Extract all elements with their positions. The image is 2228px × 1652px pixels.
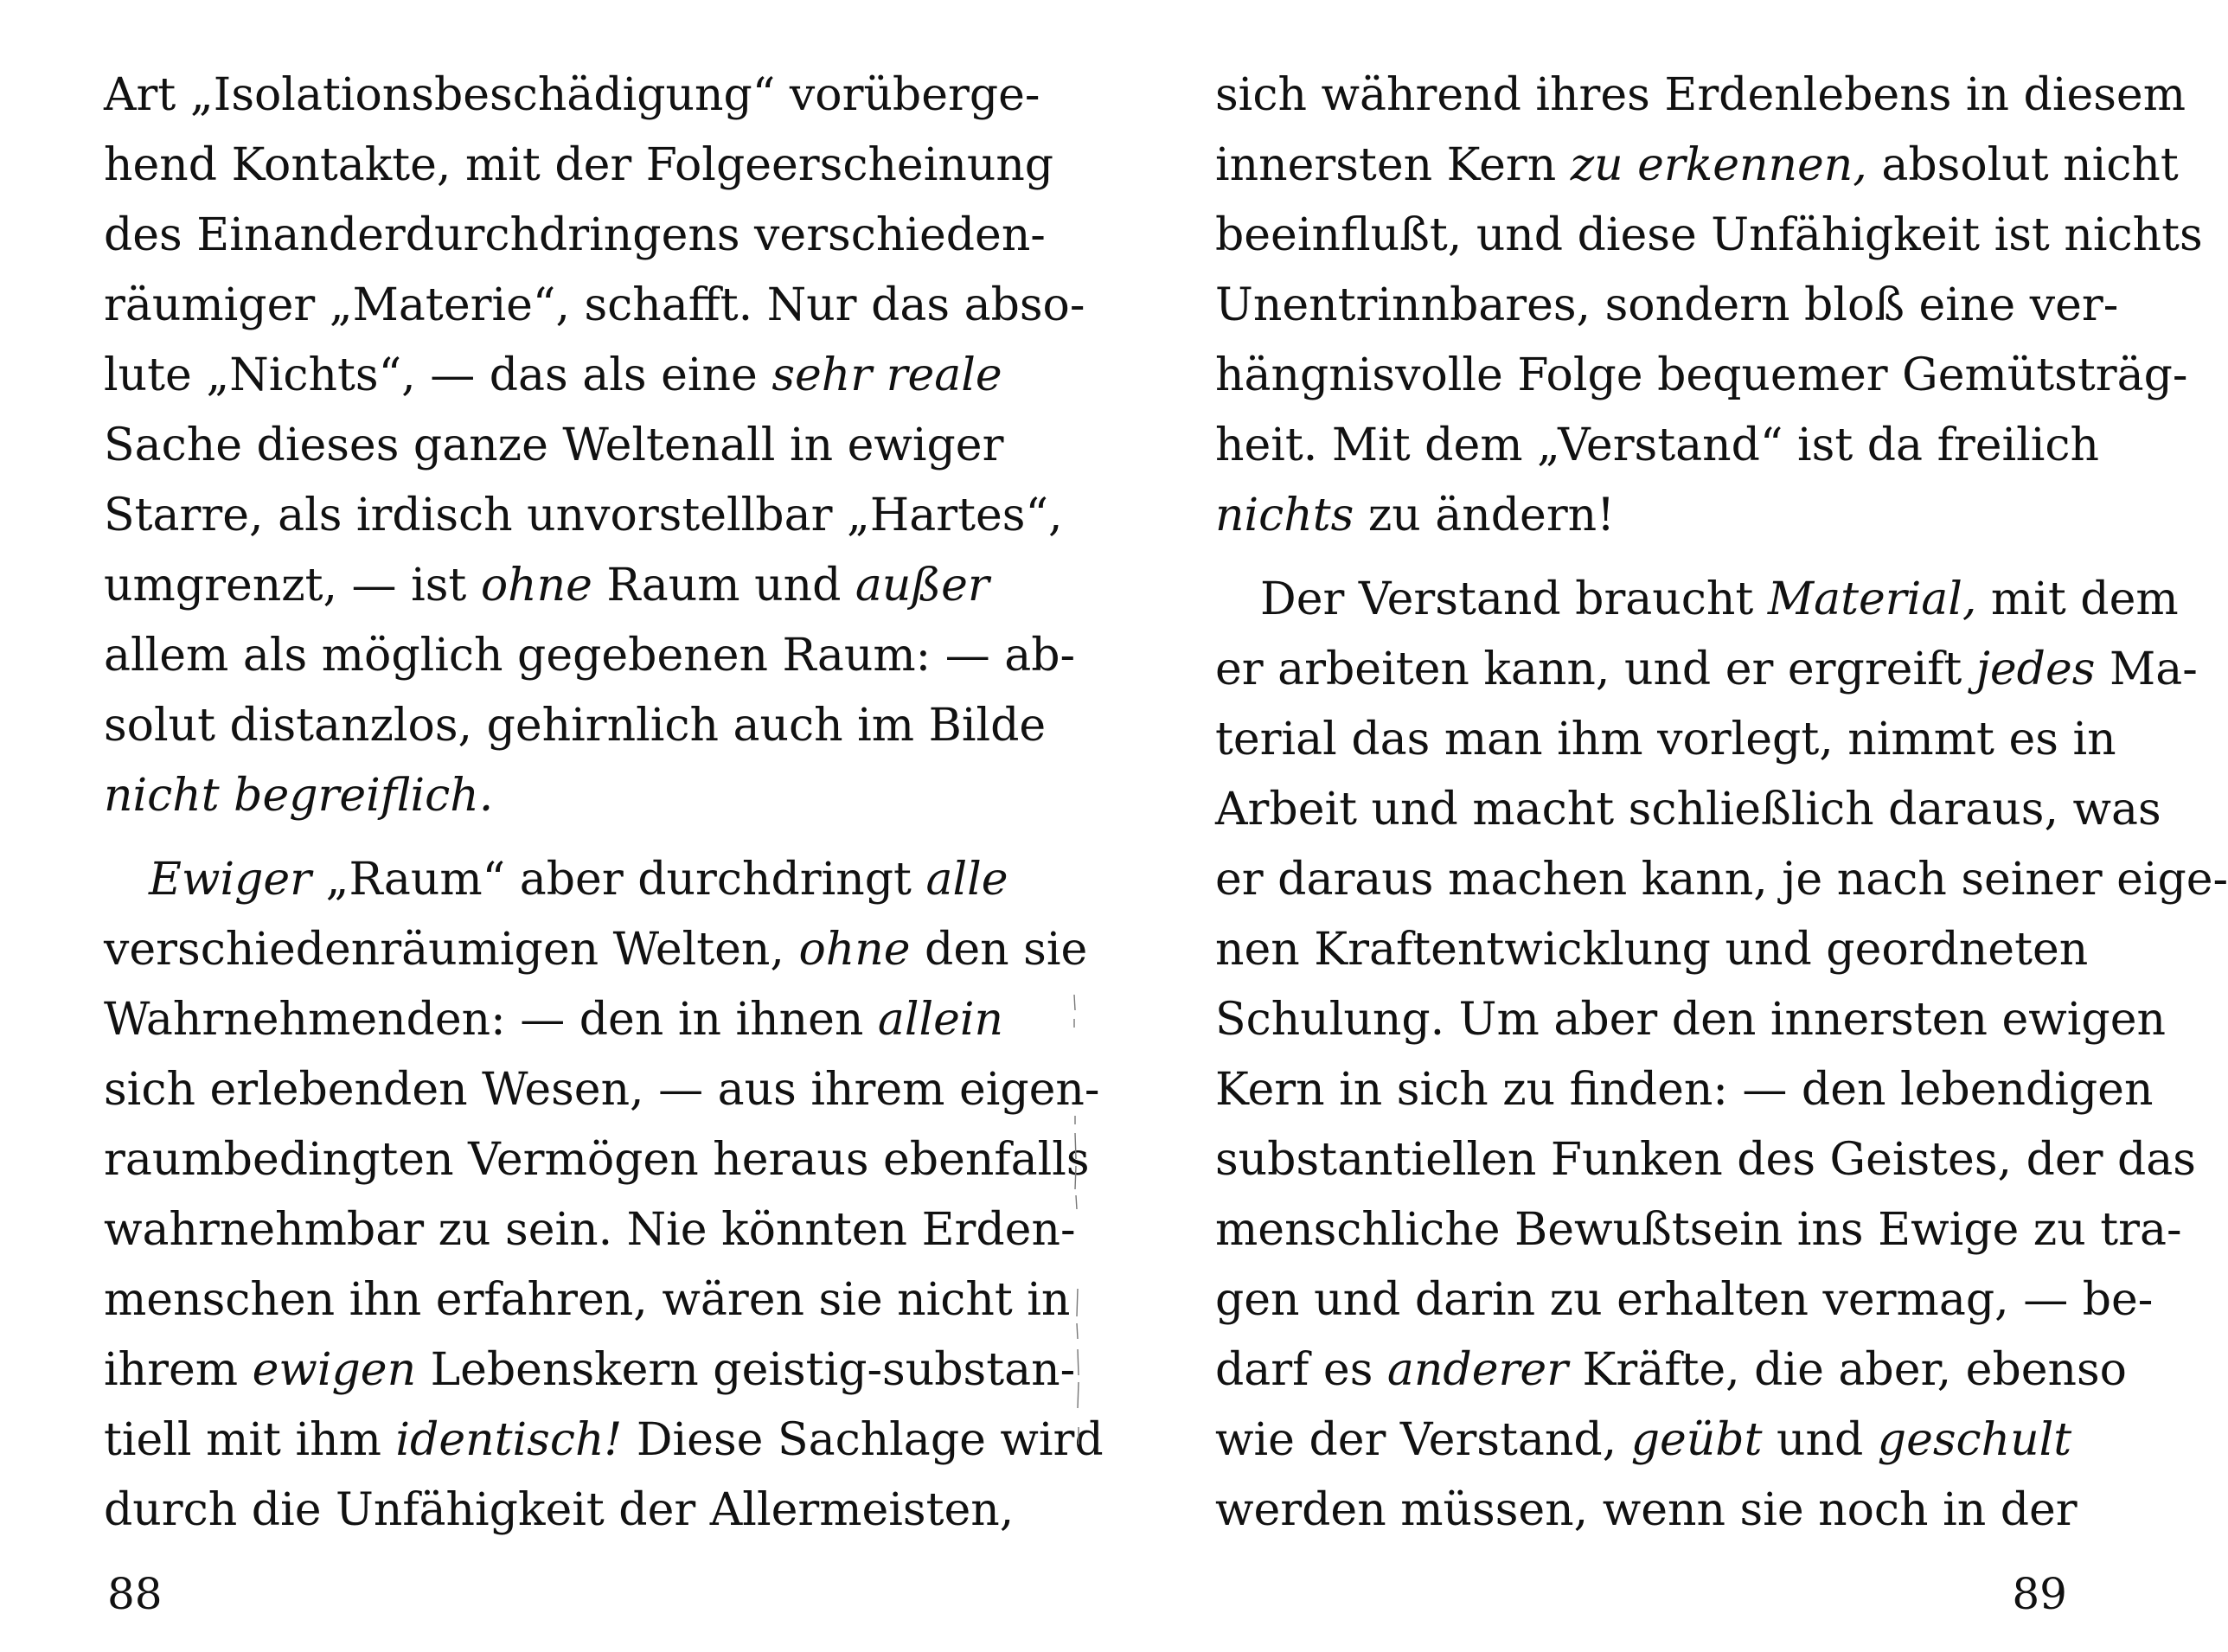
text-line: umgrenzt, — ist ohne Raum und außer [104, 560, 989, 611]
text-line: hängnisvolle Folge bequemer Gemütsträg- [1215, 349, 2188, 401]
text-line: tiell mit ihm identisch! Diese Sachlage wird [104, 1414, 1104, 1466]
gutter-shadow [1064, 995, 1090, 1470]
text-line: des Einanderdurchdringens verschieden- [104, 209, 1046, 261]
text-line: werden müssen, wenn sie noch in der [1215, 1484, 2078, 1536]
text-line: Art „Isolationsbeschädigung“ vorüberge- [104, 69, 1040, 121]
text-line: sich während ihres Erdenlebens in diesem [1215, 69, 2186, 121]
text-line: nen Kraftentwicklung und geordneten [1215, 924, 2089, 976]
italic-emphasis: jedes [1975, 644, 2096, 695]
text-line: ihrem ewigen Lebenskern geistig-substan- [104, 1344, 1076, 1396]
italic-emphasis: Material, [1767, 573, 1977, 625]
text-line: beeinflußt, und diese Unfähigkeit ist nichts [1215, 209, 2203, 261]
text-line: innersten Kern zu erkennen, absolut nicht [1215, 139, 2179, 191]
text-line: durch die Unfähigkeit der Allermeisten, [104, 1484, 1015, 1536]
italic-emphasis: zu erkennen, [1570, 139, 1867, 191]
italic-emphasis: identisch! [395, 1414, 623, 1466]
text-line: menschen ihn erfahren, wären sie nicht in [104, 1274, 1071, 1326]
text-line: Kern in sich zu finden: — den lebendigen [1215, 1064, 2154, 1116]
text-line: Wahrnehmenden: — den in ihnen allein [104, 994, 1004, 1046]
italic-emphasis: alle [925, 854, 1008, 906]
text-line: wie der Verstand, geübt und geschult [1215, 1414, 2072, 1466]
text-line: verschiedenräumigen Welten, ohne den sie [104, 924, 1088, 976]
text-line: heit. Mit dem „Verstand“ ist da freilich [1215, 419, 2099, 471]
text-line: er daraus machen kann, je nach seiner eige- [1215, 854, 2228, 906]
text-line: menschliche Bewußtsein ins Ewige zu tra- [1215, 1204, 2182, 1256]
italic-emphasis: ohne [480, 560, 592, 611]
left-page-text [104, 61, 1104, 1546]
italic-emphasis: anderer [1386, 1344, 1568, 1396]
text-line [104, 761, 947, 831]
text-line: Arbeit und macht schließlich daraus, was [1215, 784, 2161, 836]
text-line: raumbedingten Vermögen heraus ebenfalls [104, 1134, 1090, 1186]
page-number-left: 88 [107, 1569, 163, 1619]
text-line: Der Verstand braucht Material, mit dem [1260, 573, 2179, 625]
text-line: Starre, als irdisch unvorstellbar „Hartes“, [104, 490, 1063, 541]
text-line: hend Kontakte, mit der Folgeerscheinung [104, 139, 1054, 191]
text-line: Ewiger „Raum“ aber durchdringt alle [149, 854, 1008, 906]
text-line: substantiellen Funken des Geistes, der das [1215, 1134, 2196, 1186]
text-line: solut distanzlos, gehirnlich auch im Bilde [104, 700, 1047, 752]
text-line: terial das man ihm vorlegt, nimmt es in [1215, 714, 2116, 765]
text-line: allem als möglich gegebenen Raum: — ab- [104, 630, 1076, 682]
text-line: Sache dieses ganze Weltenall in ewiger [104, 419, 1004, 471]
italic-emphasis: nicht begreiflich. [104, 770, 494, 822]
text-line: räumiger „Materie“, schafft. Nur das abso- [104, 279, 1085, 331]
italic-emphasis: außer [855, 560, 989, 611]
text-line: darf es anderer Kräfte, die aber, ebenso [1215, 1344, 2127, 1396]
text-line: Schulung. Um aber den innersten ewigen [1215, 994, 2166, 1046]
italic-emphasis: geschult [1877, 1414, 2072, 1466]
italic-emphasis: ewigen [252, 1344, 417, 1396]
text-line: nichts zu ändern! [1215, 490, 1616, 541]
italic-emphasis: allein [877, 994, 1004, 1046]
text-line: sich erlebenden Wesen, — aus ihrem eigen- [104, 1064, 1100, 1116]
page-number-right: 89 [2012, 1569, 2067, 1619]
italic-emphasis: Ewiger [149, 854, 312, 906]
italic-emphasis: geübt [1630, 1414, 1763, 1466]
right-page-text [1215, 61, 2228, 1546]
italic-emphasis: nichts [1215, 490, 1354, 541]
italic-emphasis: ohne [798, 924, 911, 976]
text-line: lute „Nichts“, — das als eine sehr reale [104, 349, 1002, 401]
text-line: er arbeiten kann, und er ergreift jedes Ma- [1215, 644, 2198, 695]
text-line: gen und darin zu erhalten vermag, — be- [1215, 1274, 2154, 1326]
text-line: wahrnehmbar zu sein. Nie könnten Erden- [104, 1204, 1076, 1256]
italic-emphasis: sehr reale [771, 349, 1002, 401]
text-line: Unentrinnbares, sondern bloß eine ver- [1215, 279, 2119, 331]
